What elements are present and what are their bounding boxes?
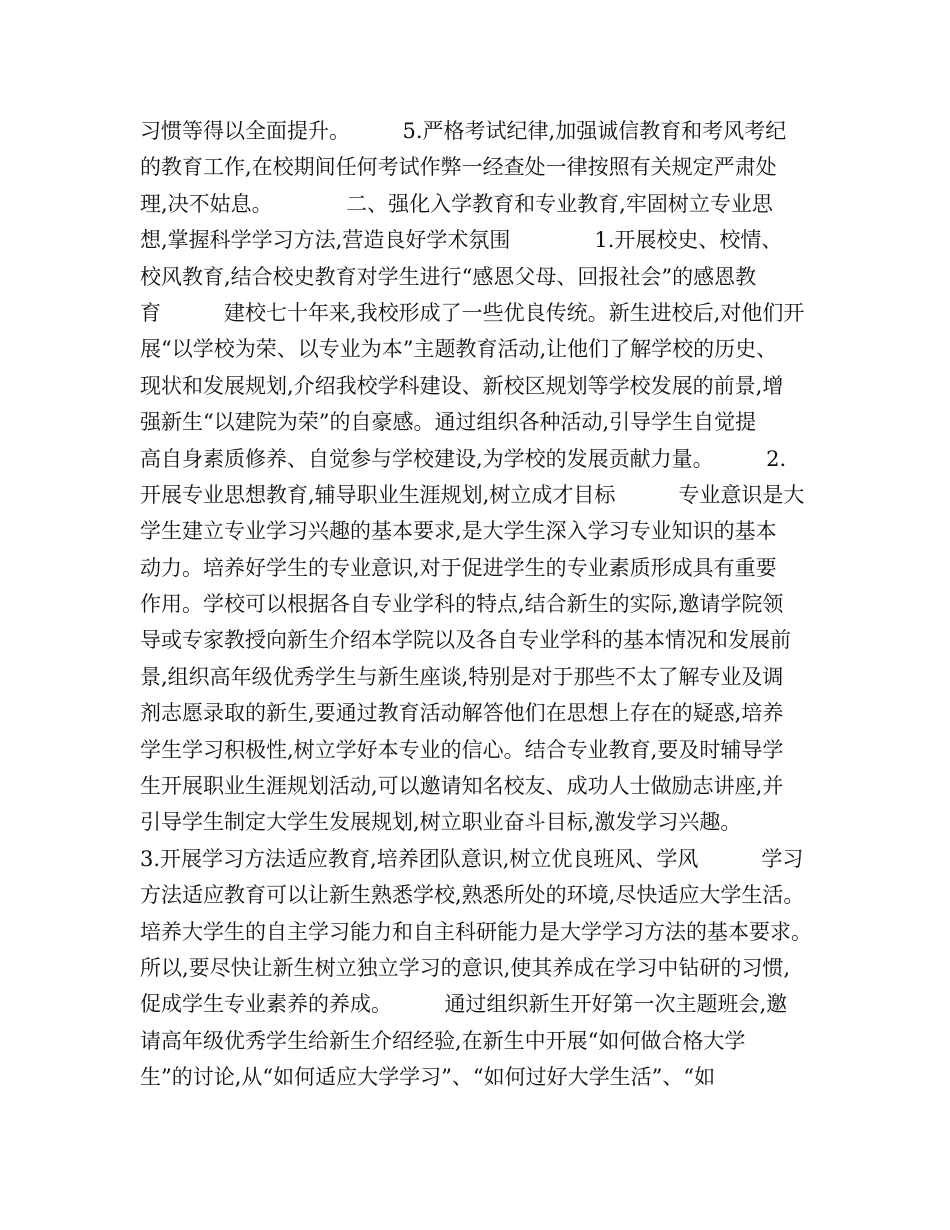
text-line: 生”的讨论,从“如何适应大学学习”、“如何过好大学生活”、“如: [140, 1065, 716, 1090]
text-line: 习惯等得以全面提升。 5.严格考试纪律,加强诚信教育和考风考纪: [140, 119, 787, 143]
text-line: 展“以学校为荣、以专业为本”主题教育活动,让他们了解学校的历史、: [140, 337, 778, 362]
text-line: 导或专家教授向新生介绍本学院以及各自专业学科的基本情况和发展前: [140, 628, 791, 653]
text-line: 培养大学生的自主学习能力和自主科研能力是大学学习方法的基本要求。: [140, 919, 812, 944]
text-line: 想,掌握科学学习方法,营造良好学术氛围 1.开展校史、校情、: [140, 228, 783, 253]
text-line: 引导学生制定大学生发展规划,树立职业奋斗目标,激发学习兴趣。: [140, 810, 742, 835]
text-line: 理,决不姑息。 二、强化入学教育和专业教育,牢固树立专业思: [140, 191, 773, 216]
text-line: 剂志愿录取的新生,要通过教育活动解答他们在思想上存在的疑惑,培养: [140, 701, 784, 726]
text-line: 方法适应教育可以让新生熟悉学校,熟悉所处的环境,尽快适应大学生活。: [140, 883, 805, 908]
text-line: 生开展职业生涯规划活动,可以邀请知名校友、成功人士做励志讲座,并: [140, 774, 784, 799]
text-line: 促成学生专业素养的养成。 通过组织新生开好第一次主题班会,邀: [140, 992, 788, 1017]
text-line: 开展专业思想教育,辅导职业生涯规划,树立成才目标 专业意识是大: [140, 482, 805, 507]
text-line: 请高年级优秀学生给新生介绍经验,在新生中开展“如何做合格大学: [140, 1028, 746, 1053]
text-line: 3.开展学习方法适应教育,培养团队意识,树立优良班风、学风 学习: [140, 846, 804, 871]
text-line: 学生学习积极性,树立学好本专业的信心。结合专业教育,要及时辅导学: [140, 737, 784, 762]
body-text: [140, 113, 820, 1096]
text-line: 的教育工作,在校期间任何考试作弊一经查处一律按照有关规定严肃处: [140, 155, 777, 180]
text-line: 育 建校七十年来,我校形成了一些优良传统。新生进校后,对他们开: [140, 300, 805, 325]
text-line: 动力。培养好学生的专业意识,对于促进学生的专业素质形成具有重要: [140, 555, 777, 580]
text-line: 学生建立专业学习兴趣的基本要求,是大学生深入学习专业知识的基本: [140, 519, 777, 544]
text-line: 现状和发展规划,介绍我校学科建设、新校区规划等学校发展的前景,增: [140, 373, 784, 398]
text-line: 景,组织高年级优秀学生与新生座谈,特别是对于那些不太了解专业及调: [140, 664, 784, 689]
text-line: 强新生“以建院为荣”的自豪感。通过组织各种活动,引导学生自觉提: [140, 410, 757, 435]
text-line: 校风教育,结合校史教育对学生进行“感恩父母、回报社会”的感恩教: [140, 264, 757, 289]
text-line: 高自身素质修养、自觉参与学校建设,为学校的发展贡献力量。 2.: [140, 446, 787, 471]
text-line: 所以,要尽快让新生树立独立学习的意识,使其养成在学习中钻研的习惯,: [140, 955, 791, 980]
text-line: 作用。学校可以根据各自专业学科的特点,结合新生的实际,邀请学院领: [140, 592, 784, 617]
